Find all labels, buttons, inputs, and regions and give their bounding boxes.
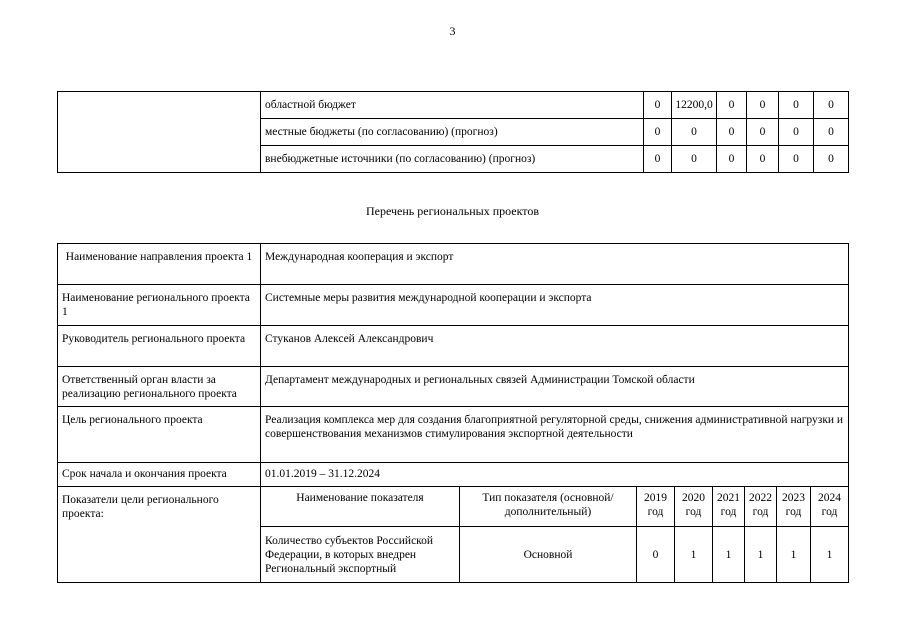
budget-source: внебюджетные источники (по согласованию) (прогноз) xyxy=(261,146,644,173)
section-title: Перечень региональных проектов xyxy=(365,204,540,218)
budget-value: 0 xyxy=(717,92,747,119)
year-header: 2019 год xyxy=(637,487,675,527)
indicator-name-header: Наименование показателя xyxy=(261,487,460,527)
project-row xyxy=(58,367,849,407)
year-header: 2022 год xyxy=(745,487,777,527)
budget-value: 0 xyxy=(779,146,814,173)
project-row-value: Стуканов Алексей Александрович xyxy=(261,326,849,367)
year-header: 2020 год xyxy=(675,487,713,527)
budget-value: 0 xyxy=(814,92,849,119)
budget-source: местные бюджеты (по согласованию) (прогноз) xyxy=(261,119,644,146)
budget-value: 0 xyxy=(644,119,672,146)
project-row xyxy=(58,285,849,326)
budget-value: 0 xyxy=(672,119,717,146)
budget-value: 0 xyxy=(747,92,779,119)
projects-table xyxy=(57,243,849,583)
indicator-name: Количество субъектов Российской Федерации, в которых внедрен Региональный экспортный xyxy=(261,527,460,583)
budget-empty-cell xyxy=(58,92,261,173)
year-header: 2023 год xyxy=(777,487,811,527)
budget-value: 0 xyxy=(779,92,814,119)
budget-value: 0 xyxy=(644,146,672,173)
indicators-label: Показатели цели регионального проекта: xyxy=(58,487,261,583)
budget-value: 0 xyxy=(779,119,814,146)
year-header: 2021 год xyxy=(713,487,745,527)
project-row xyxy=(58,407,849,463)
budget-value: 0 xyxy=(747,119,779,146)
indicator-value: 1 xyxy=(777,527,811,583)
project-row xyxy=(58,326,849,367)
budget-value: 0 xyxy=(717,119,747,146)
indicator-type: Основной xyxy=(460,527,637,583)
indicator-value: 1 xyxy=(675,527,713,583)
project-row-label: Наименование регионального проекта 1 xyxy=(58,285,261,326)
project-row xyxy=(58,463,849,487)
budget-value: 0 xyxy=(717,146,747,173)
indicator-value: 0 xyxy=(637,527,675,583)
page-number: 3 xyxy=(449,24,456,38)
indicator-value: 1 xyxy=(713,527,745,583)
budget-source: областной бюджет xyxy=(261,92,644,119)
indicator-value: 1 xyxy=(745,527,777,583)
project-row-value: 01.01.2019 – 31.12.2024 xyxy=(261,463,849,487)
project-row-label: Наименование направления проекта 1 xyxy=(58,244,261,285)
year-header: 2024 год xyxy=(811,487,849,527)
budget-row xyxy=(58,92,849,119)
budget-table xyxy=(57,91,849,173)
budget-value: 0 xyxy=(747,146,779,173)
project-row-value: Реализация комплекса мер для создания благоприятной регуляторной среды, снижения административной нагрузки и совершенствования механизмов стимулирования экспортной деятельности xyxy=(261,407,849,463)
project-row-value: Департамент международных и региональных связей Администрации Томской области xyxy=(261,367,849,407)
budget-value: 0 xyxy=(814,146,849,173)
project-row-value: Международная кооперация и экспорт xyxy=(261,244,849,285)
indicators-header-row xyxy=(58,487,849,527)
budget-value: 0 xyxy=(644,92,672,119)
project-row-label: Цель регионального проекта xyxy=(58,407,261,463)
project-row xyxy=(58,244,849,285)
budget-value: 0 xyxy=(672,146,717,173)
project-row-value: Системные меры развития международной кооперации и экспорта xyxy=(261,285,849,326)
project-row-label: Срок начала и окончания проекта xyxy=(58,463,261,487)
project-row-label: Ответственный орган власти за реализацию регионального проекта xyxy=(58,367,261,407)
indicator-value: 1 xyxy=(811,527,849,583)
budget-value: 12200,0 xyxy=(672,92,717,119)
indicator-type-header: Тип показателя (основной/дополнительный) xyxy=(460,487,637,527)
project-row-label: Руководитель регионального проекта xyxy=(58,326,261,367)
budget-value: 0 xyxy=(814,119,849,146)
